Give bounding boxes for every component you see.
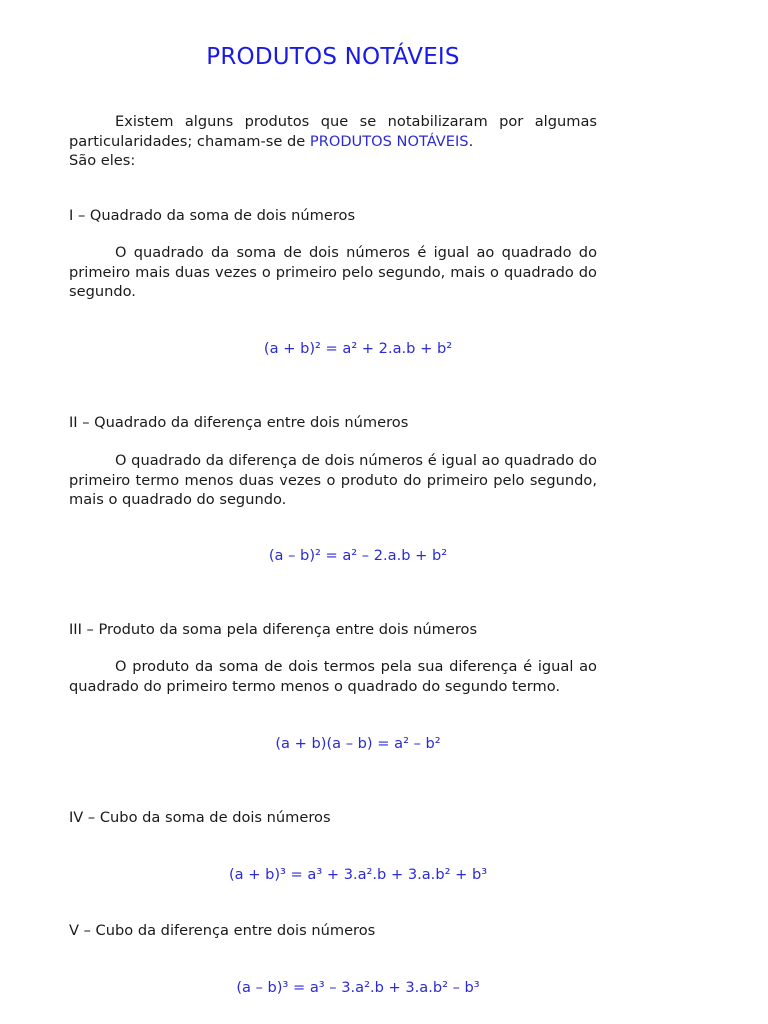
- formula-5: (a – b)³ = a³ – 3.a².b + 3.a.b² – b³: [236, 979, 480, 996]
- section-heading-3: III – Produto da soma pela diferença entre dois números: [69, 621, 478, 638]
- formula-4: (a + b)³ = a³ + 3.a².b + 3.a.b² + b³: [228, 866, 488, 883]
- intro-paragraph: [69, 112, 597, 171]
- section-heading-1: I – Quadrado da soma de dois números: [69, 207, 356, 224]
- section-description-1: O quadrado da soma de dois números é igual ao quadrado do primeiro mais duas vezes o primeiro pelo segundo, mais o quadrado do segundo.: [69, 244, 597, 300]
- section-description-2: O quadrado da diferença de dois números é igual ao quadrado do primeiro termo menos duas vezes o produto do primeiro pelo segundo, mais o quadrado do segundo.: [69, 452, 597, 508]
- section-heading-4: IV – Cubo da soma de dois números: [69, 809, 331, 826]
- section-heading-2: II – Quadrado da diferença entre dois números: [69, 414, 409, 431]
- page-title: PRODUTOS NOTÁVEIS: [206, 44, 460, 70]
- intro-text: Existem alguns produtos que se notabilizaram por algumas particularidades; chamam-se de: [69, 113, 597, 150]
- intro-text-end: .: [468, 132, 474, 150]
- intro-highlight: PRODUTOS NOTÁVEIS: [309, 132, 469, 150]
- intro-line-2: São eles:: [69, 152, 136, 169]
- formula-1: (a + b)² = a² + 2.a.b + b²: [263, 340, 453, 357]
- formula-3: (a + b)(a – b) = a² – b²: [275, 735, 441, 752]
- section-description-3: O produto da soma de dois termos pela sua diferença é igual ao quadrado do primeiro termo menos o quadrado do segundo termo.: [69, 658, 597, 695]
- section-heading-5: V – Cubo da diferença entre dois números: [69, 922, 376, 939]
- formula-2: (a – b)² = a² – 2.a.b + b²: [268, 547, 448, 564]
